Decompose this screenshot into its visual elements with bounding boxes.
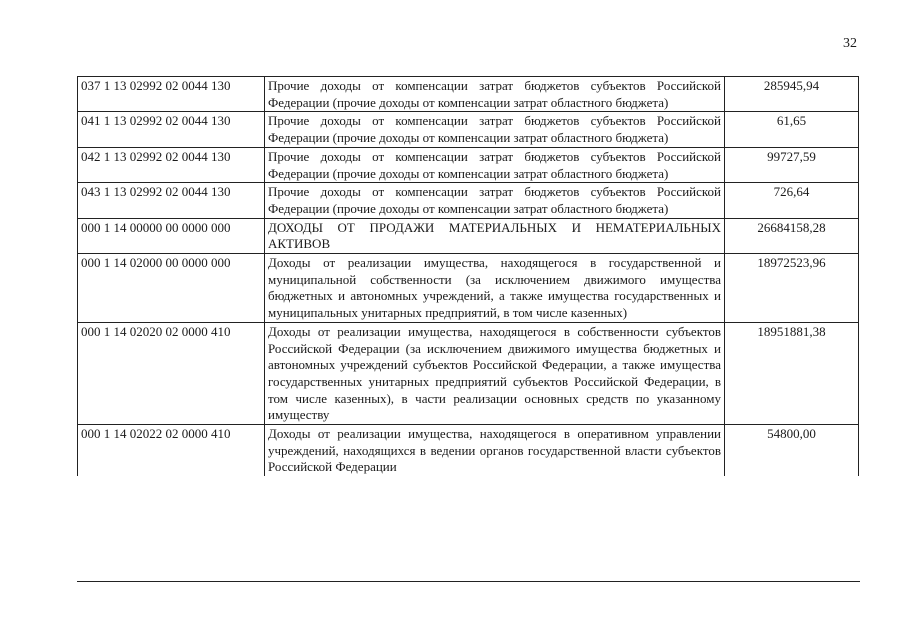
table-row bbox=[78, 183, 859, 218]
classification-code: 037 1 13 02992 02 0044 130 bbox=[78, 77, 265, 112]
revenue-description: Доходы от реализации имущества, находящегося в оперативном управлении учреждений, находящихся в ведении органов государственной власти субъектов Российской Федерации bbox=[265, 425, 725, 477]
revenue-amount: 18972523,96 bbox=[725, 254, 859, 323]
revenue-amount: 54800,00 bbox=[725, 425, 859, 477]
revenue-description: Прочие доходы от компенсации затрат бюджетов субъектов Российской Федерации (прочие доходы от компенсации затрат областного бюджета) bbox=[265, 183, 725, 218]
table-row bbox=[78, 425, 859, 477]
table-row bbox=[78, 77, 859, 112]
classification-code: 000 1 14 00000 00 0000 000 bbox=[78, 218, 265, 253]
classification-code: 042 1 13 02992 02 0044 130 bbox=[78, 147, 265, 182]
classification-code: 000 1 14 02022 02 0000 410 bbox=[78, 425, 265, 477]
revenue-description: Прочие доходы от компенсации затрат бюджетов субъектов Российской Федерации (прочие доходы от компенсации затрат областного бюджета) bbox=[265, 112, 725, 147]
revenue-table bbox=[77, 76, 859, 476]
table-row bbox=[78, 147, 859, 182]
revenue-amount: 26684158,28 bbox=[725, 218, 859, 253]
table-row bbox=[78, 112, 859, 147]
classification-code: 000 1 14 02020 02 0000 410 bbox=[78, 322, 265, 424]
revenue-amount: 61,65 bbox=[725, 112, 859, 147]
revenue-amount: 99727,59 bbox=[725, 147, 859, 182]
revenue-amount: 18951881,38 bbox=[725, 322, 859, 424]
table-bottom-border bbox=[77, 581, 860, 582]
revenue-amount: 285945,94 bbox=[725, 77, 859, 112]
revenue-description: Доходы от реализации имущества, находящегося в собственности субъектов Российской Федерации (за исключением движимого имущества бюджетных и автономных учреждений субъектов Российской Федерации, а также имущества государственных унитарных предприятий субъектов Российской Федерации, в том числе казенных), в части реализации основных средств по указанному имуществу bbox=[265, 322, 725, 424]
revenue-amount: 726,64 bbox=[725, 183, 859, 218]
classification-code: 041 1 13 02992 02 0044 130 bbox=[78, 112, 265, 147]
table-row bbox=[78, 254, 859, 323]
revenue-description: Прочие доходы от компенсации затрат бюджетов субъектов Российской Федерации (прочие доходы от компенсации затрат областного бюджета) bbox=[265, 77, 725, 112]
table-row bbox=[78, 218, 859, 253]
revenue-description: ДОХОДЫ ОТ ПРОДАЖИ МАТЕРИАЛЬНЫХ И НЕМАТЕРИАЛЬНЫХ АКТИВОВ bbox=[265, 218, 725, 253]
page-number: 32 bbox=[843, 36, 857, 51]
revenue-description: Прочие доходы от компенсации затрат бюджетов субъектов Российской Федерации (прочие доходы от компенсации затрат областного бюджета) bbox=[265, 147, 725, 182]
classification-code: 043 1 13 02992 02 0044 130 bbox=[78, 183, 265, 218]
revenue-description: Доходы от реализации имущества, находящегося в государственной и муниципальной собственности (за исключением движимого имущества бюджетных и автономных учреждений, а также имущества государственных и муниципальных унитарных предприятий, в том числе казенных) bbox=[265, 254, 725, 323]
table-row bbox=[78, 322, 859, 424]
classification-code: 000 1 14 02000 00 0000 000 bbox=[78, 254, 265, 323]
